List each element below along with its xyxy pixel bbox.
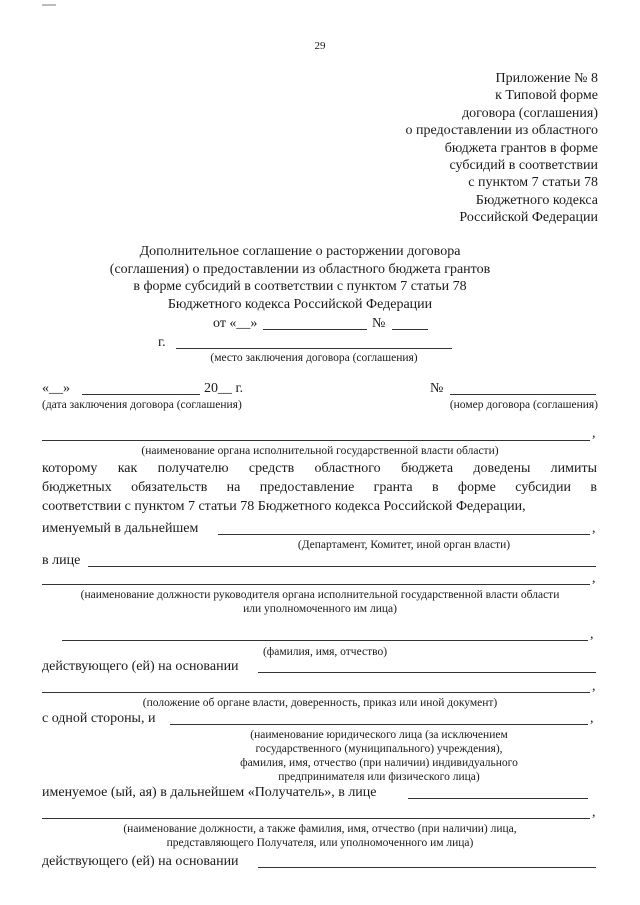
date-year-label: 20__ г. bbox=[204, 381, 244, 396]
department-caption: (Департамент, Комитет, иной орган власти) bbox=[297, 539, 511, 551]
named-recipient-label: именуемое (ый, ая) в дальнейшем «Получатель», в лице bbox=[42, 785, 377, 800]
from-number-label: № bbox=[372, 316, 386, 331]
appendix-line: бюджета грантов в форме bbox=[444, 140, 598, 156]
date-caption: (дата заключения договора (соглашения) bbox=[42, 399, 242, 411]
appendix-line: Российской Федерации bbox=[459, 210, 598, 226]
representative-blank[interactable] bbox=[408, 798, 588, 799]
paragraph-line: бюджетных обязательств на предоставление гранта в форме субсидии в bbox=[42, 480, 597, 495]
department-blank[interactable] bbox=[218, 534, 590, 535]
appendix-line: с пунктом 7 статьи 78 bbox=[468, 175, 598, 191]
comma: , bbox=[592, 571, 596, 586]
representative-caption: представляющего Получателя, или уполномоченного им лица) bbox=[166, 837, 474, 849]
comma: , bbox=[592, 805, 596, 820]
basis-caption: (положение об органе власти, доверенность, приказ или иной документ) bbox=[142, 697, 498, 709]
position-caption: (наименование должности руководителя органа исполнительной государственной власти области bbox=[80, 589, 560, 601]
title-line: Бюджетного кодекса Российской Федерации bbox=[167, 296, 433, 312]
acting-basis-label-2: действующего (ей) на основании bbox=[42, 854, 239, 869]
legal-caption: фамилия, имя, отчество (при наличии) индивидуального bbox=[240, 757, 518, 769]
appendix-line: Бюджетного кодекса bbox=[475, 192, 598, 208]
from-number-blank[interactable] bbox=[392, 329, 428, 330]
comma: , bbox=[590, 711, 594, 726]
appendix-line: договора (соглашения) bbox=[462, 105, 598, 121]
named-label: именуемый в дальнейшем bbox=[42, 521, 199, 536]
from-date-label: от «__» bbox=[213, 316, 258, 331]
title-line: Дополнительное соглашение о расторжении договора bbox=[139, 244, 461, 259]
fio-blank[interactable] bbox=[62, 640, 588, 641]
fio-caption: (фамилия, имя, отчество) bbox=[262, 646, 388, 658]
date-month-blank[interactable] bbox=[82, 394, 200, 395]
legal-caption: государственного (муниципального) учреждения), bbox=[255, 743, 503, 755]
paragraph-line: соответствии с пунктом 7 статьи 78 Бюджетного кодекса Российской Федерации, bbox=[42, 499, 526, 514]
number-caption: (номер договора (соглашения) bbox=[449, 399, 598, 411]
city-blank[interactable] bbox=[176, 348, 452, 349]
basis-blank-3[interactable] bbox=[258, 867, 596, 868]
position-caption: или уполномоченного им лица) bbox=[243, 603, 397, 615]
comma: , bbox=[592, 679, 596, 694]
place-caption: (место заключения договора (соглашения) bbox=[210, 352, 418, 364]
basis-blank[interactable] bbox=[258, 672, 596, 673]
title-line: (соглашения) о предоставлении из областного бюджета грантов bbox=[109, 261, 491, 277]
comma: , bbox=[592, 426, 596, 441]
from-date-blank[interactable] bbox=[263, 329, 367, 330]
representative-caption: (наименование должности, а также фамилия, имя, отчество (при наличии) лица, bbox=[123, 823, 517, 835]
appendix-line: Приложение № 8 bbox=[495, 71, 598, 86]
date-day-label: «__» bbox=[42, 381, 70, 396]
person-blank[interactable] bbox=[88, 566, 596, 567]
organ-caption: (наименование органа исполнительной государственной власти области) bbox=[141, 445, 499, 457]
appendix-line: субсидий в соответствии bbox=[449, 158, 598, 174]
recipient-blank[interactable] bbox=[170, 724, 588, 725]
city-label: г. bbox=[158, 335, 166, 350]
contract-number-blank[interactable] bbox=[450, 394, 596, 395]
in-person-label: в лице bbox=[42, 553, 81, 568]
legal-caption: предпринимателя или физического лица) bbox=[278, 771, 480, 783]
appendix-line: о предоставлении из областного bbox=[405, 123, 598, 139]
appendix-header bbox=[405, 70, 598, 227]
comma: , bbox=[590, 627, 594, 642]
title-line: в форме субсидий в соответствии с пунктом 7 статьи 78 bbox=[133, 279, 467, 294]
paragraph-line: которому как получателю средств областного бюджета доведены лимиты bbox=[42, 461, 597, 476]
representative-blank-2[interactable] bbox=[42, 818, 590, 819]
scan-speck bbox=[42, 4, 56, 6]
basis-blank-2[interactable] bbox=[42, 692, 590, 693]
acting-basis-label: действующего (ей) на основании bbox=[42, 659, 239, 674]
person-blank-2[interactable] bbox=[42, 584, 590, 585]
appendix-line: к Типовой форме bbox=[495, 88, 598, 104]
document-title bbox=[70, 243, 530, 313]
one-side-label: с одной стороны, и bbox=[42, 711, 156, 726]
legal-caption: (наименование юридического лица (за исключением bbox=[250, 729, 508, 741]
organ-blank[interactable] bbox=[42, 440, 590, 441]
page-number: 29 bbox=[314, 40, 326, 52]
comma: , bbox=[592, 521, 596, 536]
contract-number-label: № bbox=[430, 381, 444, 396]
